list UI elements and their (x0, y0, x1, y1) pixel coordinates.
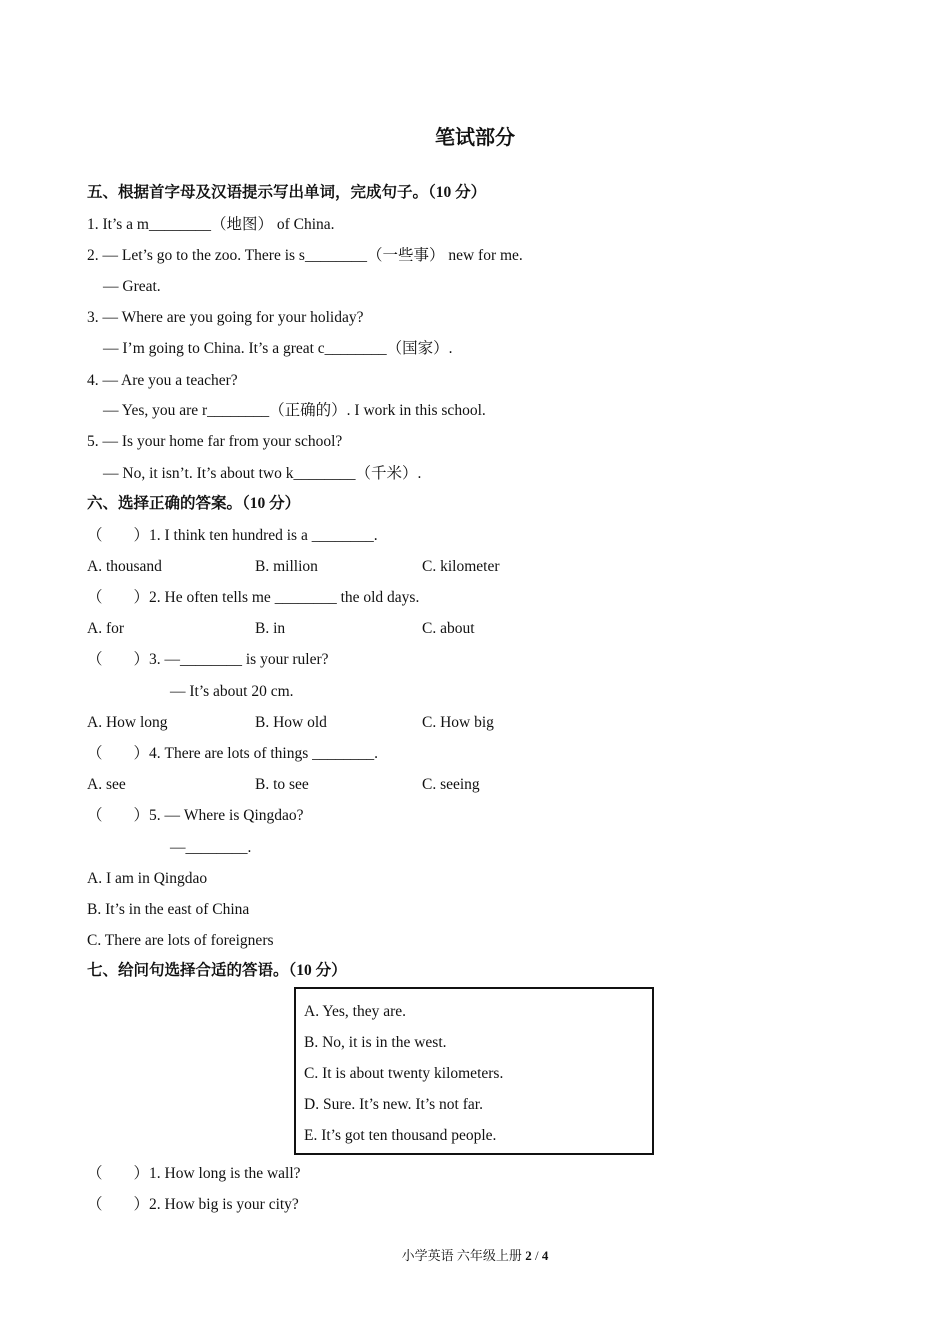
s5-line-5: — I’m going to China. It’s a great c________（国家）. (103, 340, 453, 357)
s6-q3-option-b: B. How old (255, 714, 327, 731)
s5-line-7: — Yes, you are r________（正确的）. I work in this school. (103, 402, 486, 419)
s6-q1-option-c: C. kilometer (422, 558, 500, 575)
s6-q4-option-a: A. see (87, 776, 126, 793)
s6-q3-option-c: C. How big (422, 714, 494, 731)
s6-q5-option-c: C. There are lots of foreigners (87, 932, 274, 949)
footer-separator: / (534, 1248, 539, 1263)
s7-question-1: （ ）1. How long is the wall? (87, 1165, 301, 1182)
s6-q2-option-b: B. in (255, 620, 286, 637)
s5-line-9: — No, it isn’t. It’s about two k________（千米）. (103, 465, 422, 482)
section-7-heading: 七、给问句选择合适的答语。（10 分） (87, 962, 347, 979)
s6-q2-option-a: A. for (87, 620, 125, 637)
section-5-heading: 五、根据首字母及汉语提示写出单词，完成句子。（10 分） (87, 184, 487, 201)
answer-c: C. It is about twenty kilometers. (304, 1065, 504, 1082)
s6-question-5-response: —________. (170, 839, 252, 856)
s6-q4-option-c: C. seeing (422, 776, 480, 793)
s6-q4-option-b: B. to see (255, 776, 309, 793)
answer-e: E. It’s got ten thousand people. (304, 1127, 497, 1144)
answer-a: A. Yes, they are. (304, 1003, 407, 1020)
page-title: 笔试部分 (435, 127, 515, 149)
s5-line-3: — Great. (103, 278, 161, 295)
s5-line-2: 2. — Let’s go to the zoo. There is s________（一些事） new for me. (87, 247, 523, 264)
answer-box (294, 987, 654, 1155)
s6-q1-option-b: B. million (255, 558, 318, 575)
s7-question-2: （ ）2. How big is your city? (87, 1196, 299, 1213)
s6-q5-option-a: A. I am in Qingdao (87, 870, 208, 887)
section-6-heading: 六、选择正确的答案。（10 分） (87, 495, 301, 512)
s6-q5-option-b: B. It’s in the east of China (87, 901, 250, 918)
s5-line-6: 4. — Are you a teacher? (87, 372, 238, 389)
answer-b: B. No, it is in the west. (304, 1034, 447, 1051)
s6-question-4: （ ）4. There are lots of things ________. (87, 745, 379, 762)
s6-question-3: （ ）3. —________ is your ruler? (87, 651, 329, 668)
s6-question-5: （ ）5. — Where is Qingdao? (87, 807, 304, 824)
s6-q1-option-a: A. thousand (87, 558, 162, 575)
s6-question-2: （ ）2. He often tells me ________ the old days. (87, 589, 420, 606)
answer-d: D. Sure. It’s new. It’s not far. (304, 1096, 483, 1113)
footer-page-total: 4 (541, 1248, 549, 1263)
s6-question-3-response: — It’s about 20 cm. (170, 683, 294, 700)
s5-line-1: 1. It’s a m________（地图） of China. (87, 216, 335, 233)
footer-page-number: 2 (525, 1248, 532, 1263)
s5-line-4: 3. — Where are you going for your holiday? (87, 309, 364, 326)
s6-q3-option-a: A. How long (87, 714, 168, 731)
footer-label: 小学英语 六年级上册 (401, 1248, 522, 1263)
page-footer (0, 1246, 950, 1266)
s6-q2-option-c: C. about (422, 620, 475, 637)
s5-line-8: 5. — Is your home far from your school? (87, 433, 343, 450)
s6-question-1: （ ）1. I think ten hundred is a ________. (87, 527, 378, 544)
